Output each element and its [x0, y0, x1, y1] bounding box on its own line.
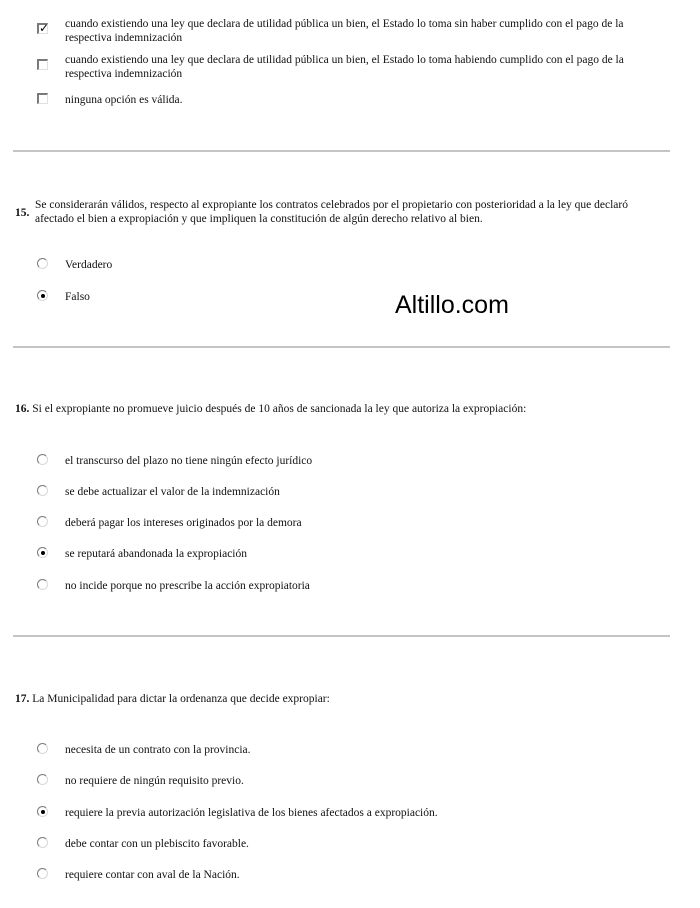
- option-label: no incide porque no prescribe la acción expropiatoria: [65, 580, 310, 592]
- radio-button[interactable]: [37, 258, 48, 269]
- radio-button[interactable]: [37, 837, 48, 848]
- radio-button[interactable]: [37, 485, 48, 496]
- question-number: 17.: [15, 693, 30, 705]
- question-text: Si el expropiante no promueve juicio después de 10 años de sancionada la ley que autoriza la expropiación:: [32, 403, 527, 415]
- option-label: necesita de un contrato con la provincia.: [65, 744, 251, 756]
- radio-button[interactable]: [37, 743, 48, 754]
- option-label: deberá pagar los intereses originados por la demora: [65, 517, 302, 529]
- option-label: Falso: [65, 291, 90, 303]
- option-label: se debe actualizar el valor de la indemnización: [65, 486, 280, 498]
- radio-button[interactable]: [37, 806, 48, 817]
- option-label: requiere la previa autorización legislativa de los bienes afectados a expropiación.: [65, 807, 438, 819]
- option-label: el transcurso del plazo no tiene ningún efecto jurídico: [65, 455, 313, 467]
- option-label: no requiere de ningún requisito previo.: [65, 775, 244, 787]
- checkbox[interactable]: [37, 59, 48, 70]
- option-label: debe contar con un plebiscito favorable.: [65, 838, 249, 850]
- option-label: Verdadero: [65, 259, 113, 271]
- radio-button[interactable]: [37, 290, 48, 301]
- radio-dot-icon: [41, 294, 45, 298]
- divider: [13, 346, 670, 348]
- radio-button[interactable]: [37, 579, 48, 590]
- option-label: ninguna opción es válida.: [65, 94, 183, 106]
- option-label: requiere contar con aval de la Nación.: [65, 869, 240, 881]
- question-number: 16.: [15, 403, 30, 415]
- option-label: cuando existiendo una ley que declara de utilidad pública un bien, el Estado lo toma sin haber cumplido con el pago de la respectiva indemnización: [65, 18, 624, 44]
- radio-button[interactable]: [37, 774, 48, 785]
- divider: [13, 150, 670, 152]
- checkbox[interactable]: [37, 93, 48, 104]
- option-label: se reputará abandonada la expropiación: [65, 548, 247, 560]
- divider: [13, 635, 670, 637]
- watermark: Altillo.com: [395, 291, 509, 319]
- checkbox[interactable]: [37, 23, 48, 34]
- radio-button[interactable]: [37, 516, 48, 527]
- radio-button[interactable]: [37, 868, 48, 879]
- radio-button[interactable]: [37, 547, 48, 558]
- option-label: cuando existiendo una ley que declara de utilidad pública un bien, el Estado lo toma habiendo cumplido con el pago de la respectiva indemnización: [65, 54, 624, 80]
- radio-dot-icon: [41, 551, 45, 555]
- question-16: [15, 402, 665, 416]
- radio-dot-icon: [41, 810, 45, 814]
- question-number: 15.: [15, 207, 30, 219]
- question-text: La Municipalidad para dictar la ordenanza que decide expropiar:: [32, 693, 330, 705]
- radio-button[interactable]: [37, 454, 48, 465]
- question-17: [15, 692, 665, 706]
- question-text: Se considerarán válidos, respecto al expropiante los contratos celebrados por el propietario con posterioridad a la ley que declaró afectado el bien a expropiación y que impliquen la constitución de algún derecho relativo al bien.: [35, 199, 628, 225]
- checkmark-icon: ✓: [39, 21, 50, 35]
